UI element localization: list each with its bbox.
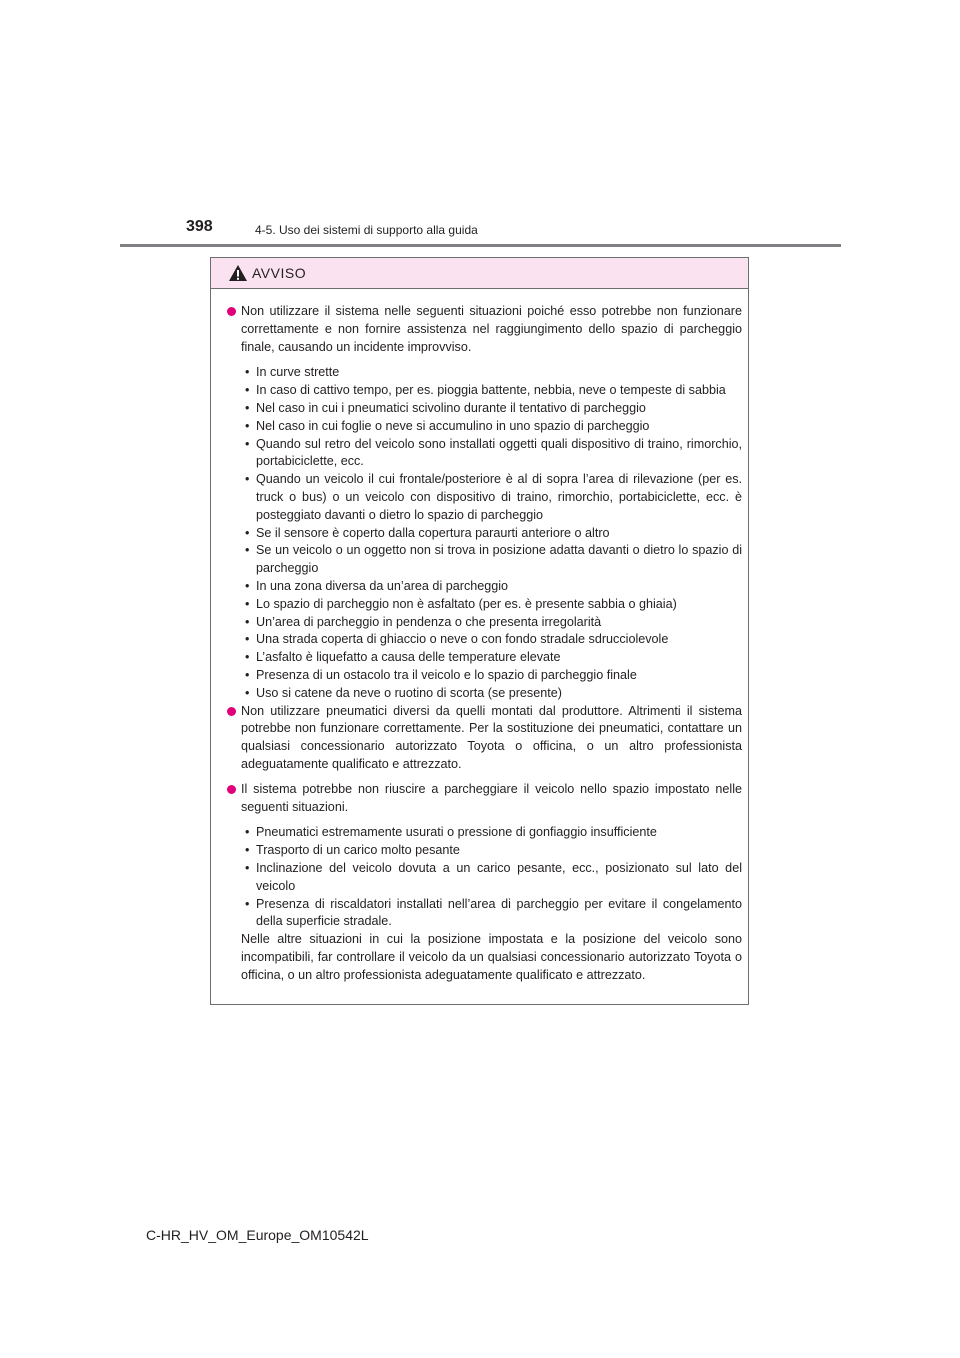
footer-document-code: C-HR_HV_OM_Europe_OM10542L bbox=[146, 1227, 369, 1243]
warning-title: AVVISO bbox=[252, 265, 307, 281]
list-item: • Se un veicolo o un oggetto non si trova in posizione adatta davanti o dietro lo spazio di parcheggio bbox=[245, 543, 742, 576]
pink-bullet-icon bbox=[227, 785, 236, 794]
list-item: • Pneumatici estremamente usurati o pressione di gonfiaggio insufficiente bbox=[245, 825, 657, 840]
section-title: 4-5. Uso dei sistemi di supporto alla guida bbox=[255, 223, 478, 237]
situation-list bbox=[223, 364, 742, 702]
warning-body bbox=[211, 289, 748, 984]
list-item: • Quando un veicolo il cui frontale/posteriore è al di sopra l’area di rilevazione (per es. truck o bus) o un veicolo con dispositivo di traino, rimorchio, portabiciclette, ecc. è posteggiato davanti o dietro lo spazio di parcheggio bbox=[245, 472, 742, 522]
warning-header bbox=[211, 258, 748, 289]
list-item: • Inclinazione del veicolo dovuta a un carico pesante, ecc., posizionato sul lato del veicolo bbox=[245, 860, 742, 893]
pink-bullet-icon bbox=[227, 707, 236, 716]
warning-paragraph bbox=[223, 303, 742, 356]
list-item: • Nel caso in cui foglie o neve si accumulino in uno spazio di parcheggio bbox=[245, 418, 650, 433]
header-rule bbox=[120, 244, 841, 247]
list-item: • Presenza di riscaldatori installati nell’area di parcheggio per evitare il congelamento della superficie stradale. bbox=[245, 896, 742, 929]
page-number: 398 bbox=[186, 218, 213, 235]
list-item: • Presenza di un ostacolo tra il veicolo e lo spazio di parcheggio finale bbox=[245, 667, 637, 682]
paragraph-text: Il sistema potrebbe non riuscire a parcheggiare il veicolo nello spazio impostato nelle seguenti situazioni. bbox=[241, 781, 742, 814]
list-item: • Una strada coperta di ghiaccio o neve o con fondo stradale sdrucciolevole bbox=[245, 632, 669, 647]
warning-box bbox=[210, 257, 749, 1005]
warning-paragraph bbox=[223, 703, 742, 774]
list-item: • In una zona diversa da un’area di parcheggio bbox=[245, 578, 509, 593]
list-item: • Nel caso in cui i pneumatici scivolino durante il tentativo di parcheggio bbox=[245, 400, 646, 415]
warning-triangle-icon bbox=[228, 264, 248, 282]
warning-paragraph bbox=[223, 781, 742, 817]
list-item: • Quando sul retro del veicolo sono installati oggetti quali dispositivo di traino, rimorchio, portabiciclette, ecc. bbox=[245, 436, 742, 469]
list-item: • In caso di cattivo tempo, per es. pioggia battente, nebbia, neve o tempeste di sabbia bbox=[245, 383, 726, 398]
list-item: • Un’area di parcheggio in pendenza o che presenta irregolarità bbox=[245, 614, 602, 629]
paragraph-text: Non utilizzare pneumatici diversi da quelli montati dal produttore. Altrimenti il sistema potrebbe non funzionare correttamente. Per la sostituzione dei pneumatici, contattare un qualsiasi concessionario autorizzato Toyota o officina, o un altro professionista adeguatamente qualificato e attrezzato. bbox=[241, 703, 742, 771]
paragraph-text: Non utilizzare il sistema nelle seguenti situazioni poiché esso potrebbe non funzionare correttamente e non fornire assistenza nel raggiungimento dello spazio di parcheggio finale, causando un incidente improvviso. bbox=[241, 304, 742, 354]
list-item: • Uso si catene da neve o ruotino di scorta (se presente) bbox=[245, 685, 562, 700]
list-item: • Trasporto di un carico molto pesante bbox=[245, 843, 460, 858]
pink-bullet-icon bbox=[227, 307, 236, 316]
closing-text: Nelle altre situazioni in cui la posizione impostata e la posizione del veicolo sono incompatibili, far controllare il veicolo da un qualsiasi concessionario autorizzato Toyota o officina, o un altro professionista adeguatamente qualificato e attrezzato. bbox=[241, 932, 742, 982]
list-item: • Lo spazio di parcheggio non è asfaltato (per es. è presente sabbia o ghiaia) bbox=[245, 596, 677, 611]
situation-list bbox=[223, 824, 742, 931]
list-item: • In curve strette bbox=[245, 365, 340, 380]
list-item: • L’asfalto è liquefatto a causa delle temperature elevate bbox=[245, 650, 561, 665]
list-item: • Se il sensore è coperto dalla copertura paraurti anteriore o altro bbox=[245, 525, 610, 540]
